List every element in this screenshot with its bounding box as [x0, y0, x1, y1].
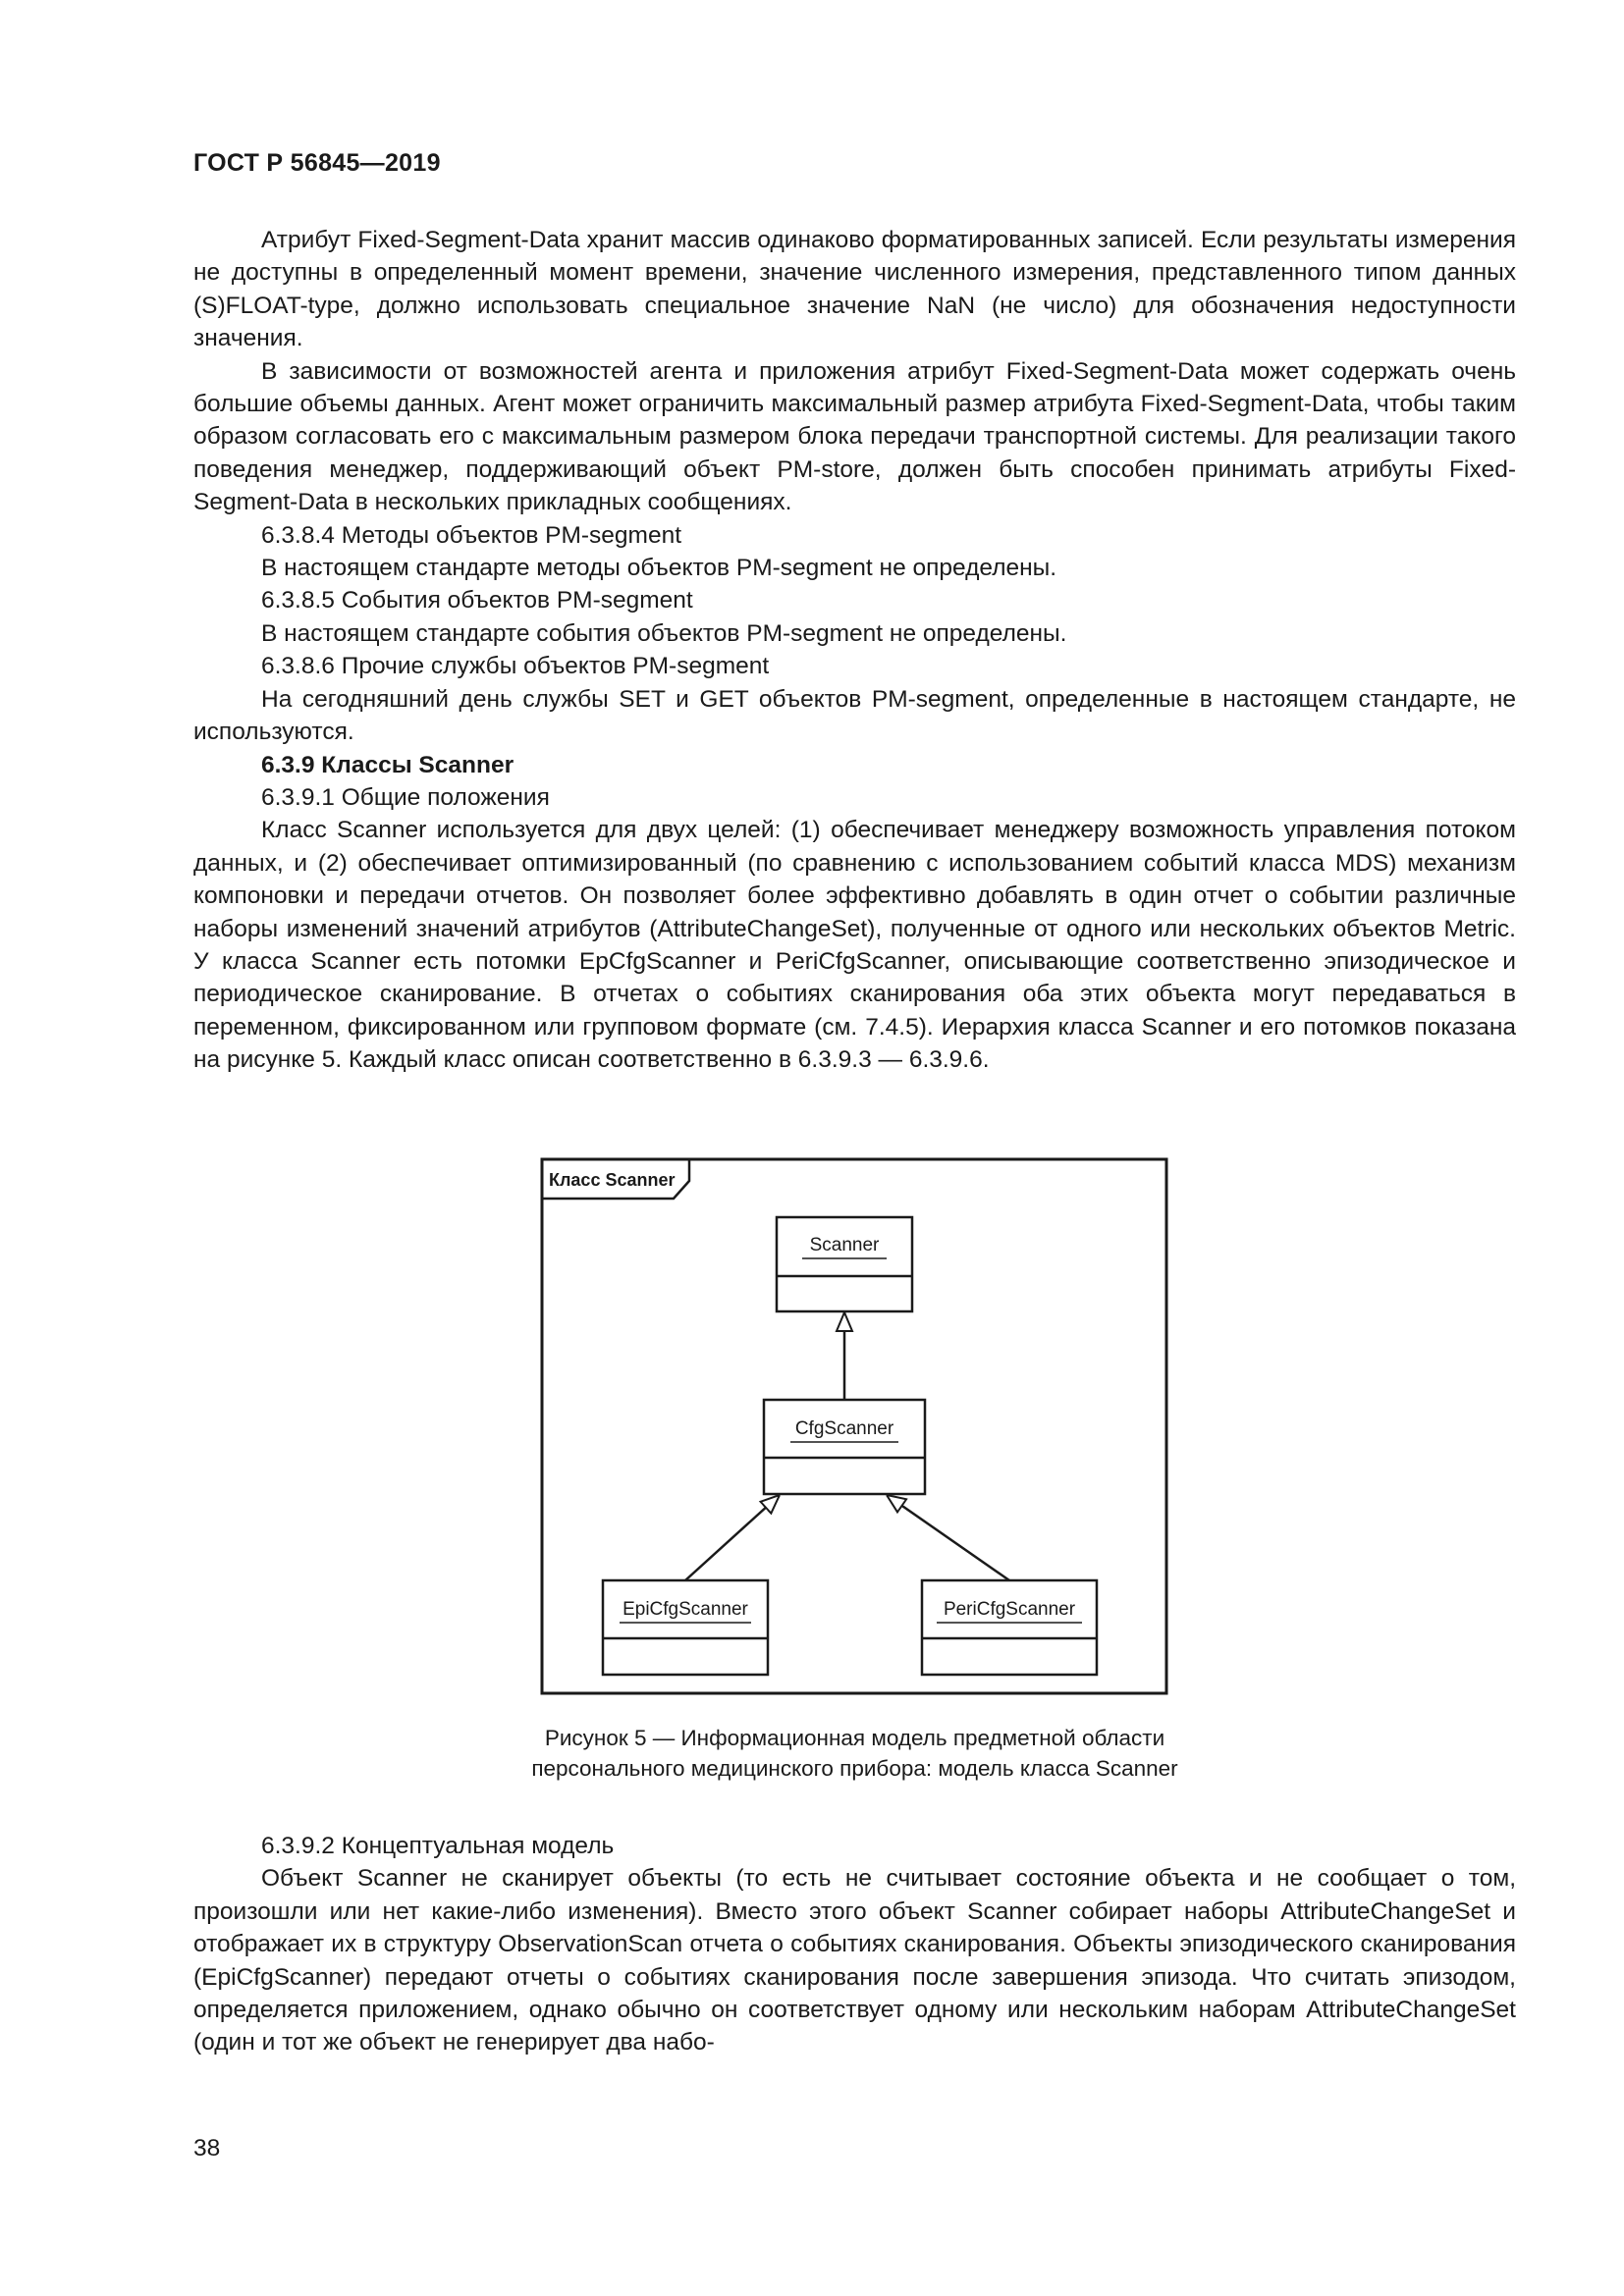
figure-caption-line-2: персонального медицинского прибора: модель класса Scanner — [531, 1756, 1178, 1781]
paragraph: Класс Scanner используется для двух целей: (1) обеспечивает менеджеру возможность управления потоком данных, и (2) обеспечивает оптимизированный (по сравнению с использованием событий класса MDS) механизм компоновки и передачи отчетов. Он позволяет более эффективно добавлять в один отчет о событии различные наборы изменений значений атрибутов (AttributeChangeSet), полученные от одного или нескольких объектов Metric. У класса Scanner есть потомки EpCfgScanner и PeriCfgScanner, описывающие соответственно эпизодическое и периодическое сканирование. В отчетах о событиях сканирования оба этих объекта могут передаваться в переменном, фиксированном или групповом формате (см. 7.4.5). Иерархия класса Scanner и его потомков показана на рисунке 5. Каждый класс описан соответственно в 6.3.9.3 — 6.3.9.6. — [193, 817, 1516, 1074]
page-number: 38 — [193, 2135, 221, 2162]
subsection-heading: 6.3.8.5 События объектов PM-segment — [261, 587, 693, 614]
body-text-section-2 — [193, 1830, 1516, 2059]
figure-caption — [193, 1723, 1516, 1784]
class-box-epicfgscanner — [603, 1580, 768, 1675]
document-id-header: ГОСТ Р 56845—2019 — [193, 149, 441, 177]
class-box-pericfgscanner — [922, 1580, 1097, 1675]
class-name-cfgscanner: CfgScanner — [794, 1418, 894, 1439]
paragraph: Объект Scanner не сканирует объекты (то есть не считывает состояние объекта и не сообщает о том, произошли или нет какие-либо изменения). Вместо этого объект Scanner собирает наборы AttributeChangeSet и отображает их в структуру ObservationScan отчета о событиях сканирования. Объекты эпизодического сканирования (EpiCfgScanner) передают отчеты о событиях сканирования после завершения эпизода. Что считать эпизодом, определяется приложением, однако обычно он соответствует одному или нескольким наборам AttributeChangeSet (один и тот же объект не генерирует два набо- — [193, 1865, 1516, 2056]
subsection-heading: 6.3.8.6 Прочие службы объектов PM-segment — [261, 653, 770, 680]
paragraph: В настоящем стандарте методы объектов PM-segment не определены. — [261, 555, 1057, 582]
class-name-scanner: Scanner — [809, 1235, 880, 1255]
section-heading: 6.3.9 Классы Scanner — [261, 751, 514, 778]
paragraph: Атрибут Fixed-Segment-Data хранит массив одинаково форматированных записей. Если результаты измерения не доступны в определенный момент времени, значение численного измерения, представленного типом данных (S)FLOAT-type, должно использовать специальное значение NaN (не число) для обозначения недоступности значения. — [193, 227, 1516, 352]
paragraph: На сегодняшний день службы SET и GET объектов PM-segment, определенные в настоящем стандарте, не используются. — [193, 685, 1516, 746]
uml-class-diagram — [539, 1156, 1169, 1696]
inheritance-arrow-peri-to-cfg — [887, 1495, 1009, 1580]
frame-label: Класс Scanner — [549, 1170, 676, 1190]
body-text-section-1 — [193, 224, 1516, 1077]
subsection-heading: 6.3.8.4 Методы объектов PM-segment — [261, 521, 682, 549]
class-name-pericfgscanner: PeriCfgScanner — [943, 1599, 1076, 1620]
paragraph: В настоящем стандарте события объектов PM-segment не определены. — [261, 619, 1067, 647]
subsection-heading: 6.3.9.2 Концептуальная модель — [261, 1833, 615, 1859]
class-box-scanner — [777, 1217, 912, 1311]
figure-caption-line-1: Рисунок 5 — Информационная модель предметной области — [544, 1726, 1165, 1750]
paragraph: В зависимости от возможностей агента и приложения атрибут Fixed-Segment-Data может содержать очень большие объемы данных. Агент может ограничить максимальный размер атрибута Fixed-Segment-Data, чтобы таким образом согласовать его с максимальным размером блока передачи транспортной системы. Для реализации такого поведения менеджер, поддерживающий объект PM-store, должен быть способен принимать атрибуты Fixed-Segment-Data в нескольких прикладных сообщениях. — [193, 357, 1516, 516]
class-name-epicfgscanner: EpiCfgScanner — [623, 1599, 748, 1620]
class-box-cfgscanner — [764, 1400, 925, 1494]
inheritance-arrow-epi-to-cfg — [685, 1495, 780, 1580]
subsection-heading: 6.3.9.1 Общие положения — [261, 783, 550, 811]
